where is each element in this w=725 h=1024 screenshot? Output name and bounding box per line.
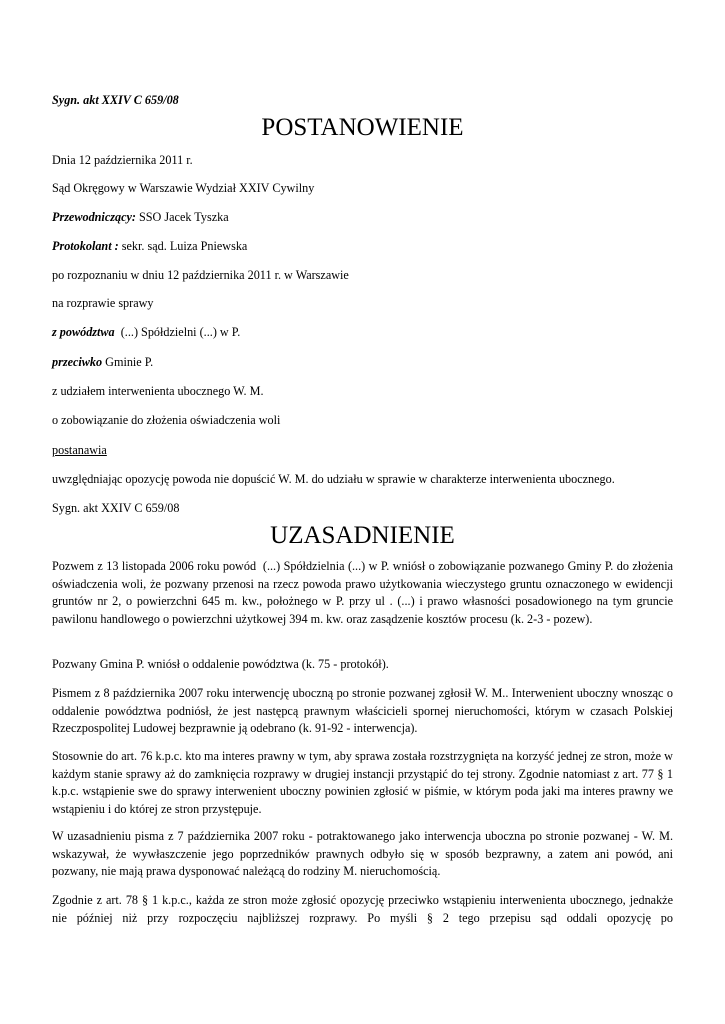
intervener-line: z udziałem interwenienta ubocznego W. M. bbox=[52, 384, 264, 398]
justification-paragraph: W uzasadnieniu pisma z 7 października 2007 roku - potraktowanego jako interwencja uboczna po stronie pozwanej - W. M. wskazywał, że wywłaszczenie jego poprzedników prawnych odbyło się w sposób bezprawny, a zatem ani powód, ani pozwany, nie mają prawa dysponować należącą do rodziny M. nieruchomością. bbox=[52, 829, 673, 878]
presiding-judge bbox=[52, 210, 229, 225]
ruling-title: POSTANOWIENIE bbox=[261, 114, 464, 141]
case-number-header: Sygn. akt XXIV C 659/08 bbox=[52, 93, 179, 107]
justification-paragraph: Stosownie do art. 76 k.p.c. kto ma interes prawny w tym, aby sprawa została rozstrzygnięta na korzyść jednej ze stron, może w każdym stanie sprawy aż do zamknięcia rozprawy w drugiej instancji przystąpić do tej strony. Zgodnie natomiast z art. 77 § 1 k.p.c. wstąpienie swe do sprawy interwenient uboczny powinien zgłosić w piśmie, w którym poda jaki ma interes prawny we wstąpieniu i do której ze stron przystępuje. bbox=[52, 749, 673, 816]
defendant-line bbox=[52, 355, 153, 370]
plaintiff-label: z powództwa bbox=[52, 325, 115, 339]
plaintiff-value: (...) Spółdzielni (...) w P. bbox=[114, 325, 241, 339]
hearing-type: na rozprawie sprawy bbox=[52, 296, 154, 310]
presiding-label: Przewodniczący: bbox=[52, 210, 136, 224]
presiding-value: SSO Jacek Tyszka bbox=[135, 210, 229, 224]
subject-line: o zobowiązanie do złożenia oświadczenia woli bbox=[52, 413, 281, 427]
ruling-date: Dnia 12 października 2011 r. bbox=[52, 153, 193, 167]
recorder-label: Protokolant : bbox=[52, 239, 119, 253]
recorder-value: sekr. sąd. Luiza Pniewska bbox=[118, 239, 248, 253]
plaintiff-line bbox=[52, 325, 240, 340]
court-name: Sąd Okręgowy w Warszawie Wydział XXIV Cywilny bbox=[52, 181, 315, 195]
justification-paragraph: Pismem z 8 października 2007 roku interwencję uboczną po stronie pozwanej zgłosił W. M.. Interwenient uboczny wnosząc o oddalenie powództwa podniósł, że jest następcą prawnym właścicieli spornej nieruchomości, którym w czasach Polskiej Rzeczpospolitej Ludowej bezprawnie ją odebrano (k. 91-92 - interwencja). bbox=[52, 686, 673, 735]
decision-label: postanawia bbox=[52, 443, 107, 457]
hearing-line: po rozpoznaniu w dniu 12 października 2011 r. w Warszawie bbox=[52, 268, 349, 282]
defendant-value: Gminie P. bbox=[102, 355, 154, 369]
decision-text: uwzględniając opozycję powoda nie dopuścić W. M. do udziału w sprawie w charakterze interwenienta ubocznego. bbox=[52, 472, 615, 486]
justification-paragraph: Pozwany Gmina P. wniósł o oddalenie powództwa (k. 75 - protokół). bbox=[52, 657, 389, 671]
justification-case-number: Sygn. akt XXIV C 659/08 bbox=[52, 501, 180, 515]
justification-title: UZASADNIENIE bbox=[270, 522, 455, 549]
court-recorder bbox=[52, 239, 247, 254]
justification-paragraph: Pozwem z 13 listopada 2006 roku powód (...) Spółdzielnia (...) w P. wniósł o zobowiązanie pozwanego Gminy P. do złożenia oświadczenia woli, że pozwany przenosi na rzecz powoda prawo użytkowania wieczystego gruntu oznaczonego w ewidencji gruntów nr 2, o powierzchni 645 m. kw., położnego w P. przy ul . (...) i prawo własności posadowionego na tym gruncie pawilonu handlowego o powierzchni użytkowej 394 m. kw. oraz zasądzenie kosztów procesu (k. 2-3 - pozew). bbox=[52, 559, 677, 626]
justification-paragraph: Zgodnie z art. 78 § 1 k.p.c., każda ze stron może zgłosić opozycję przeciwko wstąpieniu interwenienta ubocznego, jednakże nie później niż przy rozpoczęciu najbliższej rozprawy. Po myśli § 2 tego przepisu sąd oddali opozycję po bbox=[52, 893, 673, 925]
defendant-label: przeciwko bbox=[52, 355, 103, 369]
